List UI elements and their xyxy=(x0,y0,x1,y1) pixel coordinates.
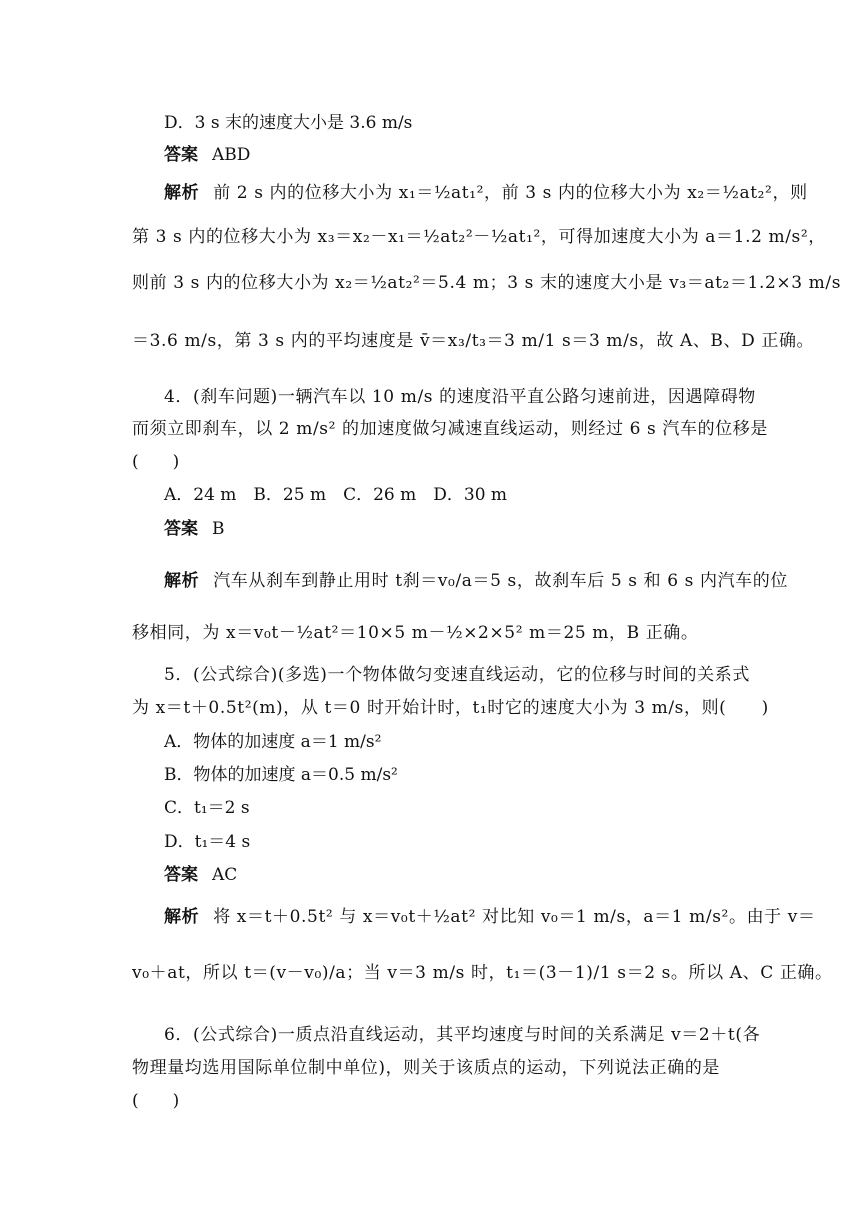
q4-analysis-line-1 xyxy=(164,568,788,594)
analysis-text: 前 2 s 内的位移大小为 x₁＝½at₁²，前 3 s 内的位移大小为 x₂＝½at₂²，则 xyxy=(213,183,808,203)
q5-option-d: D．t₁＝4 s xyxy=(164,832,251,852)
q5-answer xyxy=(164,862,764,888)
analysis-text: 将 x＝t＋0.5t² 与 x＝v₀t＋½at² 对比知 v₀＝1 m/s，a＝1 m/s²。由于 v＝ xyxy=(213,907,816,927)
q4-stem-line-3: ( ) xyxy=(132,452,180,472)
answer-value: B xyxy=(212,519,225,539)
analysis-text: 汽车从刹车到静止用时 t刹＝v₀/a＝5 s，故刹车后 5 s 和 6 s 内汽车的位 xyxy=(213,571,788,591)
answer-label: 答案 xyxy=(164,519,198,539)
q3-analysis-line-1 xyxy=(164,180,808,206)
analysis-label: 解析 xyxy=(164,183,200,203)
q6-stem-line-1: 6．(公式综合)一质点沿直线运动，其平均速度与时间的关系满足 v＝2＋t(各 xyxy=(164,1025,761,1045)
q5-option-b: B．物体的加速度 a＝0.5 m/s² xyxy=(164,765,398,785)
answer-value: ABD xyxy=(212,145,251,165)
q6-stem-line-2: 物理量均选用国际单位制中单位)，则关于该质点的运动，下列说法正确的是 xyxy=(132,1058,721,1078)
answer-label: 答案 xyxy=(164,865,198,885)
analysis-label: 解析 xyxy=(164,571,200,591)
q4-answer xyxy=(164,516,764,542)
q3-option-d: D．3 s 末的速度大小是 3.6 m/s xyxy=(164,113,413,133)
q4-options: A．24 m B．25 m C．26 m D．30 m xyxy=(164,485,508,505)
q3-analysis-line-2: 第 3 s 内的位移大小为 x₃＝x₂－x₁＝½at₂²－½at₁²，可得加速度大小为 a＝1.2 m/s²， xyxy=(132,227,826,247)
q3-analysis-line-3: 则前 3 s 内的位移大小为 x₂＝½at₂²＝5.4 m；3 s 末的速度大小是 v₃＝at₂＝1.2×3 m/s xyxy=(132,273,842,293)
q5-analysis-line-1 xyxy=(164,904,816,930)
answer-label: 答案 xyxy=(164,145,198,165)
q5-stem-line-2: 为 x＝t＋0.5t²(m)，从 t＝0 时开始计时，t₁时它的速度大小为 3 m/s，则( ) xyxy=(132,698,769,718)
q3-analysis-line-4: ＝3.6 m/s，第 3 s 内的平均速度是 v̄＝x₃/t₃＝3 m/1 s＝3 m/s，故 A、B、D 正确。 xyxy=(132,331,815,351)
q5-option-c: C．t₁＝2 s xyxy=(164,798,250,818)
answer-value: AC xyxy=(212,865,238,885)
q4-analysis-line-2: 移相同，为 x＝v₀t－½at²＝10×5 m－½×2×5² m＝25 m，B 正确。 xyxy=(132,623,699,643)
q4-stem-line-2: 而须立即刹车，以 2 m/s² 的加速度做匀减速直线运动，则经过 6 s 汽车的位移是 xyxy=(132,419,768,439)
analysis-label: 解析 xyxy=(164,907,200,927)
q5-option-a: A．物体的加速度 a＝1 m/s² xyxy=(164,732,382,752)
q6-stem-line-3: ( ) xyxy=(132,1091,180,1111)
q3-answer xyxy=(164,142,764,168)
q4-stem-line-1: 4．(刹车问题)一辆汽车以 10 m/s 的速度沿平直公路匀速前进，因遇障碍物 xyxy=(164,387,756,407)
q5-analysis-line-2: v₀＋at，所以 t＝(v－v₀)/a；当 v＝3 m/s 时，t₁＝(3－1)/1 s＝2 s。所以 A、C 正确。 xyxy=(132,963,833,983)
q5-stem-line-1: 5．(公式综合)(多选)一个物体做匀变速直线运动，它的位移与时间的关系式 xyxy=(164,665,750,685)
